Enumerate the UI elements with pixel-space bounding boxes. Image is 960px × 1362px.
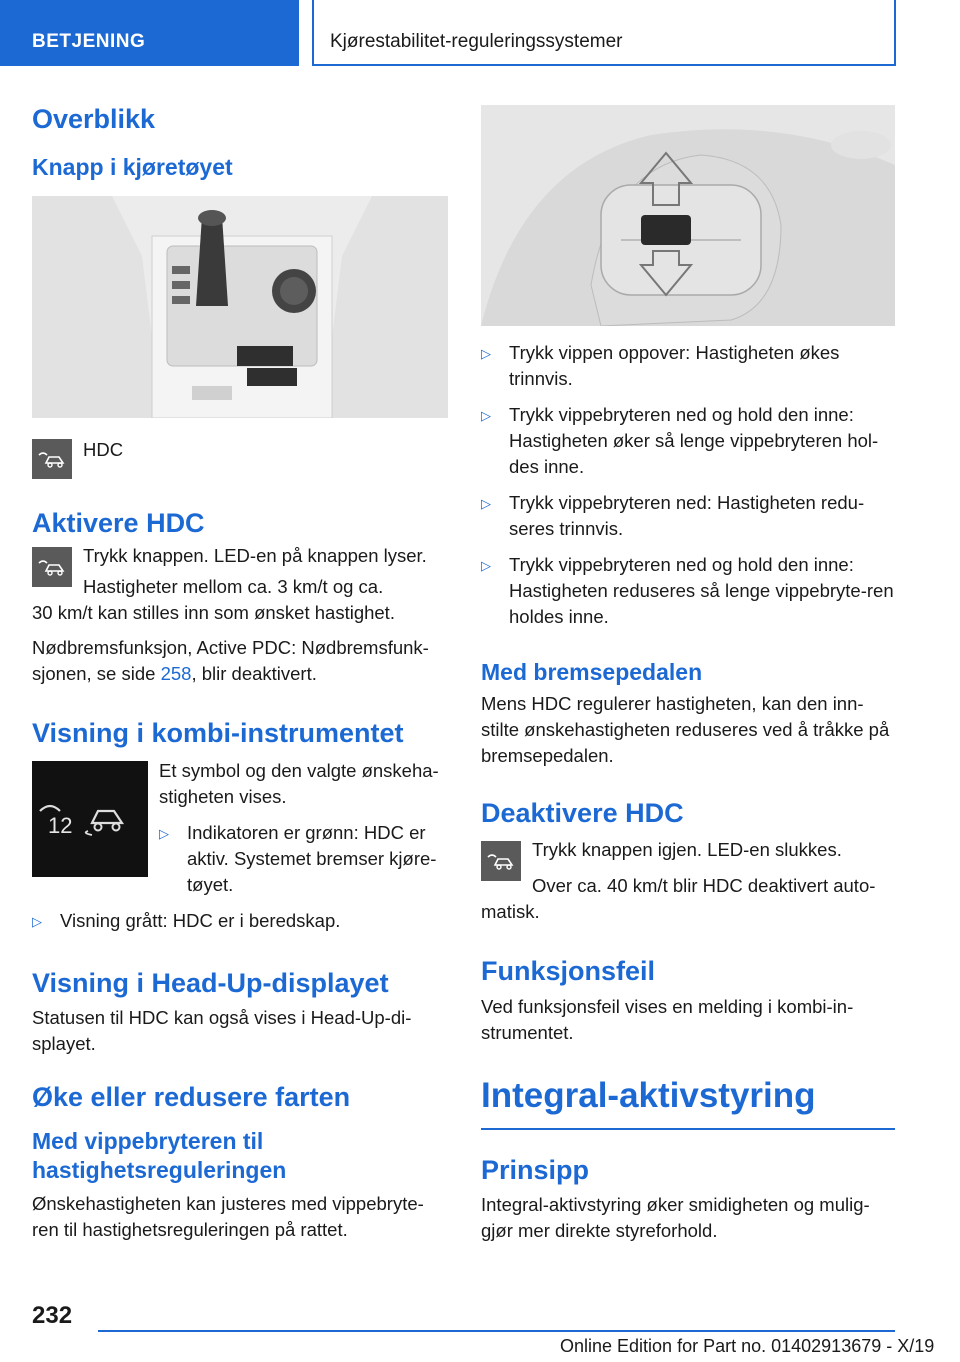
rocker-bullets [481,340,895,630]
hud-heading: Visning i Head-Up-displayet [32,967,389,998]
bullet-triangle-icon: ▷ [481,346,491,361]
rocker-bullet: ▷ Trykk vippebryteren ned og hold den inne: Hastigheten øker så lenge vippebryteren hol-des inne. [481,402,895,480]
deactivate-text-1: Trykk knappen igjen. LED-en slukkes. [532,839,842,861]
center-console-photo [32,196,448,418]
bullet-triangle-icon: ▷ [481,558,491,573]
display-bullet: ▷ Visning grått: HDC er i beredskap. [32,908,448,935]
bullet-triangle-icon: ▷ [481,408,491,423]
principle-text: Integral-aktivstyring øker smidigheten og mulig-gjør mer direkte styreforhold. [481,1193,870,1241]
rocker-bullet: ▷ Trykk vippebryteren ned: Hastigheten redu-seres trinnvis. [481,490,895,542]
fault-text: Ved funksjonsfeil vises en melding i kombi-in-strumentet. [481,995,854,1043]
rocker-bullet: ▷ Trykk vippebryteren ned og hold den inne: Hastigheten reduseres så lenge vippebryte-ren holdes inne. [481,552,895,630]
section-rule [481,1128,895,1130]
left-column [32,100,448,1243]
display-heading: Visning i kombi-instrumentet [32,718,404,749]
steering-wheel-illustration [481,105,895,326]
activate-text-1: Trykk knappen. LED-en på knappen lyser. [83,545,427,567]
display-row [32,758,448,898]
rocker-heading: Med vippebryteren til hastighetsreguleringen [32,1128,287,1184]
activate-text-2: Hastigheter mellom ca. 3 km/t og ca. [83,576,384,598]
right-column [481,105,895,1244]
display-text: Et symbol og den valgte ønskeha-stigheten vises. [159,759,439,807]
integral-heading: Integral-aktivstyring [481,1075,816,1115]
cluster-speed-number: 12 [48,812,73,838]
button-heading: Knapp i kjøretøyet [32,154,233,180]
hdc-icon [32,547,72,587]
hdc-icon [32,439,72,479]
chapter-title: Kjørestabilitet-reguleringssystemer [312,0,896,66]
page-number: 232 [32,1302,73,1329]
page-link[interactable]: 258 [160,663,192,685]
fault-heading: Funksjonsfeil [481,956,656,987]
footer-rule [98,1330,895,1332]
hdc-label: HDC [83,438,124,460]
page-header [0,0,960,66]
steering-wheel-photo [481,105,895,326]
rocker-text: Ønskehastigheten kan justeres med vippebryte-ren til hastighetsreguleringen på rattet. [32,1192,424,1240]
deactivate-text-2: Over ca. 40 km/t blir HDC deaktivert auto-matisk. [481,875,876,923]
deactivate-heading: Deaktivere HDC [481,797,684,828]
speed-heading: Øke eller redusere farten [32,1081,351,1112]
hdc-button-row [32,439,448,479]
section-tab: BETJENING [0,0,299,66]
bullet-triangle-icon: ▷ [481,496,491,511]
rocker-bullet: ▷ Trykk vippen oppover: Hastigheten økes trinnvis. [481,340,895,392]
overview-heading: Overblikk [32,104,156,134]
hdc-icon [481,841,521,881]
activate-heading: Aktivere HDC [32,507,205,538]
emergency-note: Nødbremsfunksjon, Active PDC: Nødbremsfunk-sjonen, se side 258, blir deaktivert. [32,637,429,685]
cluster-display-image [32,761,148,877]
brake-heading: Med bremsepedalen [481,659,703,685]
activate-row [32,543,448,600]
principle-heading: Prinsipp [481,1154,590,1185]
brake-text: Mens HDC regulerer hastigheten, kan den inn-stilte ønskehastigheten reduseres ved å tråkke på bremsepedalen. [481,692,890,766]
hud-text: Statusen til HDC kan også vises i Head-Up-di-splayet. [32,1006,412,1054]
activate-text-3: 30 km/t kan stilles inn som ønsket hastighet. [32,602,395,624]
console-illustration [32,196,448,418]
display-bullet: ▷ Indikatoren er grønn: HDC er aktiv. Systemet bremser kjøre-tøyet. [159,820,448,898]
bullet-triangle-icon: ▷ [159,825,169,841]
bullet-triangle-icon: ▷ [32,913,42,929]
edition-text: Online Edition for Part no. 01402913679 - X/19 [560,1336,935,1356]
